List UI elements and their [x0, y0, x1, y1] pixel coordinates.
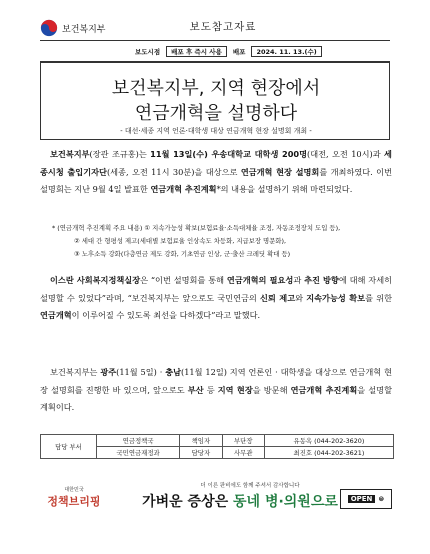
- title-line-2: 연금개혁을 설명하다: [134, 103, 298, 124]
- brand-small: 대한민국: [64, 487, 84, 493]
- doc-type: 보도참고자료: [189, 21, 257, 33]
- text-direction: 추진 방향: [304, 275, 339, 285]
- text: 은 “이번 설명회를 통해: [140, 275, 227, 285]
- text: (세종, 오전 11시 30분)을 대상으로: [106, 166, 241, 177]
- text-regional-site: 지역 현장: [217, 384, 253, 395]
- text-press-corps: 세종시청 출입기자단: [40, 149, 392, 177]
- text: 에 대해 자세히 설명할 수 있었다”라며, “보건복지부는 앞으로도 국민연금의: [40, 275, 393, 303]
- role-2: 담당자: [180, 447, 222, 459]
- title-box: [40, 61, 390, 140]
- note-1: * (연금개혁 추진계획 주요 내용) ① 지속가능성 확보(보험료율·소득대체율 조정, 자동조정장치 도입 등),: [52, 224, 341, 232]
- taegeuk-icon: [40, 19, 58, 37]
- text-date-university: 11월 13일(수) 우송대학교 대학생 200명: [150, 149, 307, 159]
- rank-2: 사무관: [222, 447, 264, 459]
- license-icon: ⊜: [378, 495, 385, 503]
- text-ministry: 보건복지부: [50, 149, 90, 159]
- text: (대전, 오전 10시)과: [307, 149, 385, 159]
- text: 과: [293, 275, 305, 285]
- paragraph-2: [40, 272, 392, 325]
- text-briefing: 연금개혁 현장 설명회: [240, 166, 320, 177]
- dept-label: 담당 부서: [41, 435, 97, 459]
- ad-note: 더 이른 판비에도 함께 주셔서 감사합니다: [200, 483, 300, 489]
- contact-table: [40, 434, 394, 459]
- note-3: ③ 노후소득 강화(다층연금 제도 강화, 기초연금 인상, 군·출산 크레딧 확대 등): [74, 250, 291, 258]
- text: 를 개최하였다. 이번 설명회는 지난 9월 4일 발표한: [40, 166, 393, 194]
- open-badge: [340, 489, 392, 509]
- text-chungnam: 충남: [165, 367, 182, 377]
- text-necessity: 연금개혁의 필요성: [226, 275, 294, 285]
- ad-headline-b: 동네 병·의원으로: [233, 494, 338, 510]
- table-row: [41, 435, 394, 447]
- distribution-label: 배포: [232, 48, 246, 56]
- subtitle: - 대선·세종 지역 언론·대학생 대상 연금개혁 현장 설명회 개최 -: [120, 127, 312, 135]
- text: 등: [203, 384, 218, 395]
- text: 이 이루어질 수 있도록 최선을 다하겠다”라고 말했다.: [71, 310, 261, 320]
- paragraph-1: [40, 146, 392, 199]
- text-reform-plan: 연금개혁 추진계획: [150, 184, 217, 194]
- text: *의 내용을 설명하기 위해 마련되었다.: [216, 184, 353, 194]
- text-busan: 부산: [187, 384, 204, 395]
- ministry-logo: [40, 16, 140, 40]
- dept-1: 연금정책국: [96, 435, 179, 447]
- ministry-name: 보건복지부: [62, 24, 106, 35]
- text-sustainability: 지속가능성 확보: [306, 292, 366, 303]
- text-trust: 신뢰 제고: [260, 292, 296, 303]
- embargo-row: [135, 46, 395, 57]
- person-1: 유동옥 (044-202-3620): [264, 435, 393, 447]
- text: 와: [295, 292, 307, 303]
- text: (11월 12일) 지역 언론인 · 대학생을 대상으로 연금개혁 현장 설명회를 진행한 바 있으며, 앞으로도: [40, 367, 392, 395]
- rank-1: 부단장: [222, 435, 264, 447]
- text: (11월 5일) ·: [116, 367, 166, 377]
- header: [40, 16, 390, 40]
- role-1: 책임자: [180, 435, 222, 447]
- text-gwangju: 광주: [100, 367, 117, 377]
- title-line-1: 보건복지부, 지역 현장에서: [111, 78, 321, 99]
- text: 을 방문해: [252, 384, 291, 395]
- dept-2: 국민연금재정과: [96, 447, 179, 459]
- open-label: OPEN: [348, 495, 376, 503]
- text: 을 설명할 계획이다.: [40, 384, 392, 412]
- paragraph-3: [40, 364, 392, 417]
- ad-headline: [130, 491, 350, 511]
- brand-big: 정책브리핑: [47, 495, 101, 508]
- embargo-label: 보도시점: [135, 48, 161, 56]
- footer-banner: [40, 481, 394, 513]
- text: (장관 조규홍)는: [89, 149, 151, 159]
- person-2: 최진호 (044-202-3621): [264, 447, 393, 459]
- embargo-value: 배포 후 즉시 사용: [166, 46, 227, 57]
- note-2: ② 세대 간 형평성 제고(세대별 보험료율 인상속도 차등화, 지급보장 명문화),: [74, 237, 287, 245]
- ad-headline-a: 가벼운 증상은: [142, 494, 234, 510]
- text-official: 이스란 사회복지정책실장: [50, 275, 141, 285]
- policy-briefing-logo: [40, 486, 108, 509]
- text-reform: 연금개혁: [40, 310, 72, 320]
- text: 를 위한: [365, 292, 392, 303]
- footnotes: [52, 222, 392, 261]
- text-reform-plan: 연금개혁 추진계획: [290, 384, 358, 395]
- text: 보건복지부는: [50, 367, 101, 377]
- header-divider: [40, 40, 390, 41]
- distribution-date: 2024. 11. 13.(수): [251, 46, 321, 57]
